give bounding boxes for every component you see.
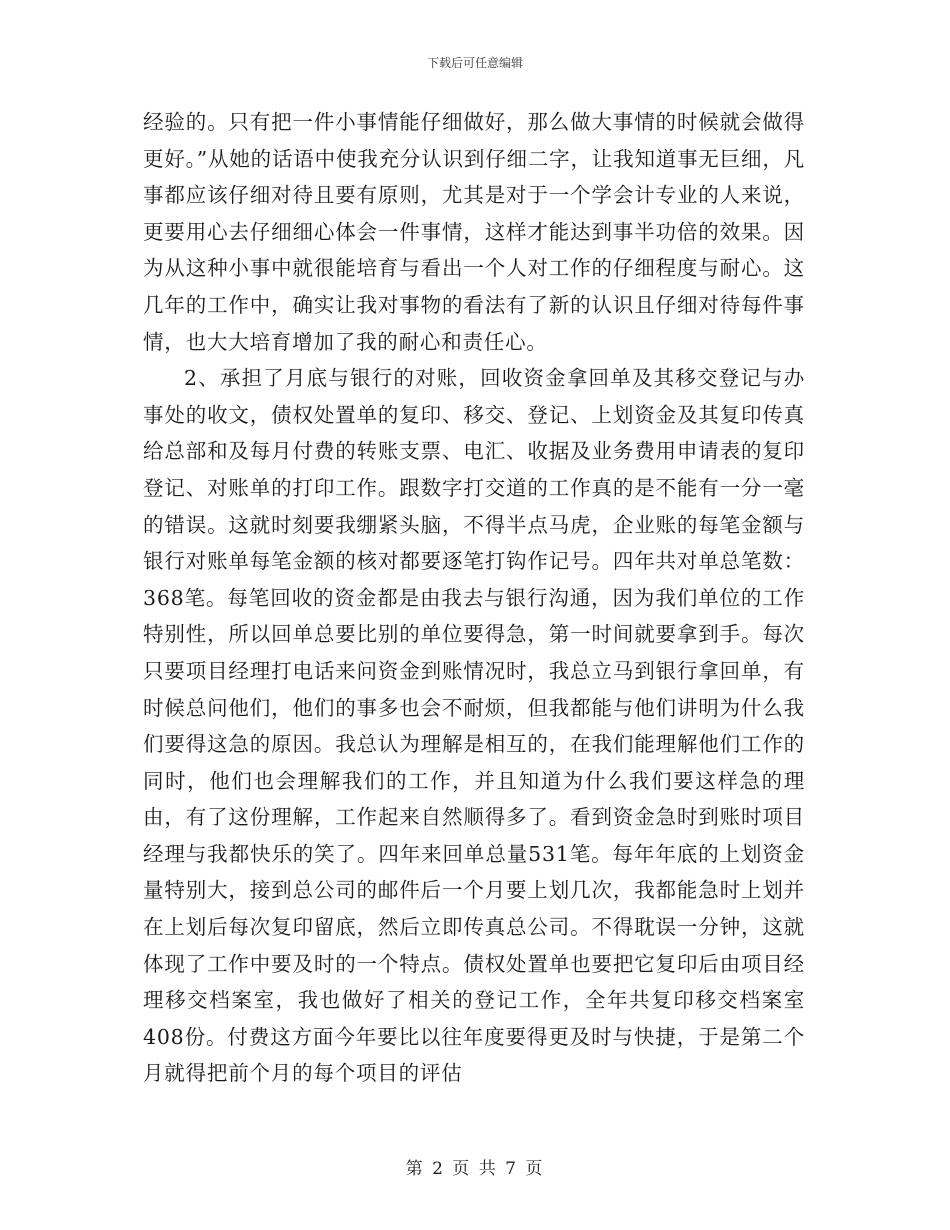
body-text [143,104,805,1092]
page-header: 下载后可任意编辑 [426,56,523,70]
page-footer: 第 2 页 共 7 页 [405,1159,545,1179]
paragraph-continuation: 经验的。只有把一件小事情能仔细做好，那么做大事情的时候就会做得更好。”从她的话语中使我充分认识到仔细二字，让我知道事无巨细，凡事都应该仔细对待且要有原则，尤其是对于一个学会计专业的人来说，更要用心去仔细细心体会一件事情，这样才能达到事半功倍的效果。因为从这种小事中就很能培育与看出一个人对工作的仔细程度与耐心。这几年的工作中，确实让我对事物的看法有了新的认识且仔细对待每件事情，也大大培育增加了我的耐心和责任心。 [143,110,805,354]
paragraph-item-2: 2、承担了月底与银行的对账，回收资金拿回单及其移交登记与办事处的收文，债权处置单的复印、移交、登记、上划资金及其复印传真给总部和及每月付费的转账支票、电汇、收据及业务费用申请表的复印登记、对账单的打印工作。跟数字打交道的工作真的是不能有一分一毫的错误。这就时刻要我绷紧头脑，不得半点马虎，企业账的每笔金额与银行对账单每笔金额的核对都要逐笔打钩作记号。四年共对单总笔数：368笔。每笔回收的资金都是由我去与银行沟通，因为我们单位的工作特别性，所以回单总要比别的单位要得急，第一时间就要拿到手。每次只要项目经理打电话来问资金到账情况时，我总立马到银行拿回单，有时候总问他们，他们的事多也会不耐烦，但我都能与他们讲明为什么我们要得这急的原因。我总认为理解是相互的，在我们能理解他们工作的同时，他们也会理解我们的工作，并且知道为什么我们要这样急的理由，有了这份理解，工作起来自然顺得多了。看到资金急时到账时项目经理与我都快乐的笑了。四年来回单总量531笔。每年年底的上划资金量特别大，接到总公司的邮件后一个月要上划几次，我都能急时上划并在上划后每次复印留底，然后立即传真总公司。不得耽误一分钟，这就体现了工作中要及时的一个特点。债权处置单也要把它复印后由项目经理移交档案室，我也做好了相关的登记工作，全年共复印移交档案室408份。付费这方面今年要比以往年度要得更及时与快捷，于是第二个月就得把前个月的每个项目的评估 [143,366,805,1086]
